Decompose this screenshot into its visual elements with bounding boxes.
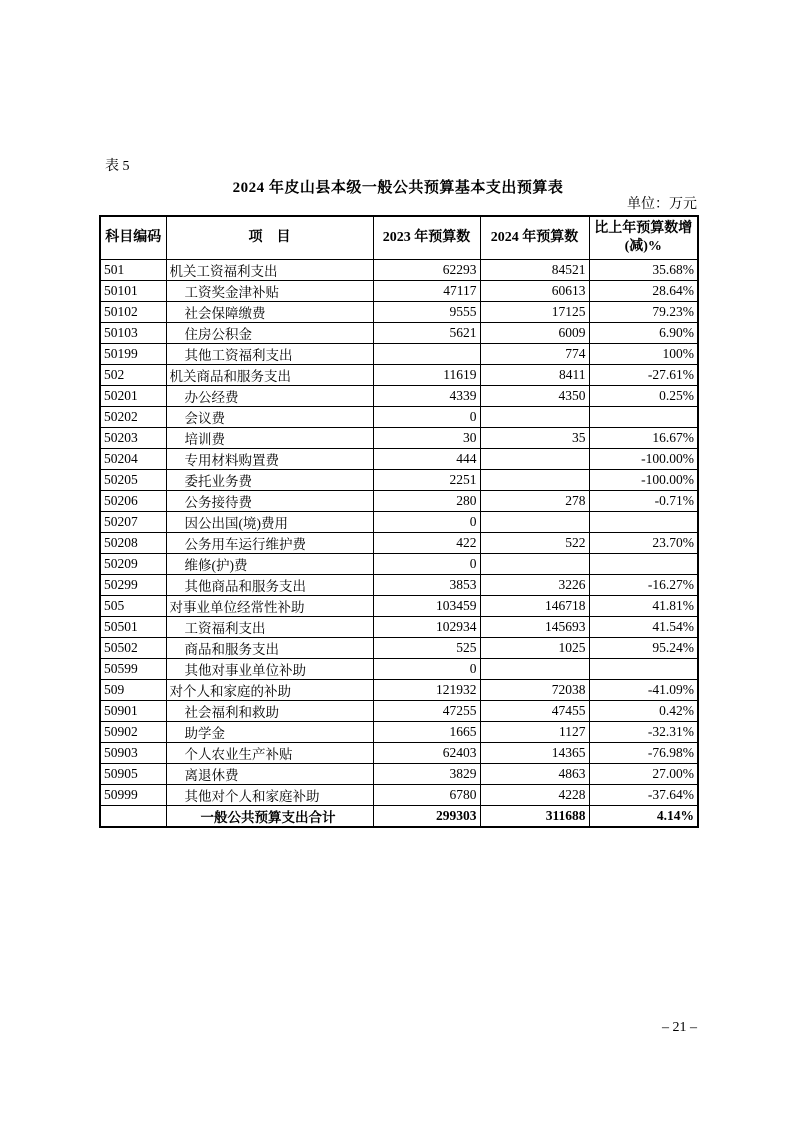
pct-change-cell: 41.54% bbox=[589, 617, 698, 638]
pct-change-cell: 79.23% bbox=[589, 302, 698, 323]
code-cell: 50901 bbox=[100, 701, 166, 722]
table-row bbox=[100, 344, 698, 365]
table-row bbox=[100, 407, 698, 428]
budget-table-header bbox=[100, 216, 698, 260]
code-cell: 501 bbox=[100, 260, 166, 281]
pct-change-cell: -0.71% bbox=[589, 491, 698, 512]
item-cell: 对个人和家庭的补助 bbox=[166, 680, 373, 701]
value-2024-cell: 35 bbox=[480, 428, 589, 449]
budget-table bbox=[99, 215, 699, 828]
code-cell: 50102 bbox=[100, 302, 166, 323]
table-row bbox=[100, 386, 698, 407]
value-2023-cell: 3853 bbox=[373, 575, 480, 596]
code-cell: 509 bbox=[100, 680, 166, 701]
value-2024-cell: 1025 bbox=[480, 638, 589, 659]
unit-note: 单位：万元 bbox=[627, 197, 697, 212]
value-2024-cell: 278 bbox=[480, 491, 589, 512]
pct-change-cell: 100% bbox=[589, 344, 698, 365]
value-2023-cell: 9555 bbox=[373, 302, 480, 323]
table-row bbox=[100, 428, 698, 449]
pct-change-cell: 0.42% bbox=[589, 701, 698, 722]
pct-change-cell: 28.64% bbox=[589, 281, 698, 302]
table-row bbox=[100, 491, 698, 512]
value-2023-cell: 47117 bbox=[373, 281, 480, 302]
pct-change-cell: -32.31% bbox=[589, 722, 698, 743]
pct-change-cell: 27.00% bbox=[589, 764, 698, 785]
value-2024-cell: 84521 bbox=[480, 260, 589, 281]
item-cell: 其他对事业单位补助 bbox=[166, 659, 373, 680]
table-row bbox=[100, 512, 698, 533]
pct-change-cell: 23.70% bbox=[589, 533, 698, 554]
value-2024-cell: 14365 bbox=[480, 743, 589, 764]
value-2024-cell bbox=[480, 659, 589, 680]
value-2023-cell: 102934 bbox=[373, 617, 480, 638]
code-cell: 50201 bbox=[100, 386, 166, 407]
table-row bbox=[100, 722, 698, 743]
table-row bbox=[100, 365, 698, 386]
table-row bbox=[100, 449, 698, 470]
item-cell: 委托业务费 bbox=[166, 470, 373, 491]
item-cell: 机关工资福利支出 bbox=[166, 260, 373, 281]
pct-change-cell: 16.67% bbox=[589, 428, 698, 449]
pct-change-cell: -100.00% bbox=[589, 470, 698, 491]
pct-change-cell: 0.25% bbox=[589, 386, 698, 407]
value-2024-cell bbox=[480, 407, 589, 428]
table-row bbox=[100, 659, 698, 680]
value-2023-cell bbox=[373, 344, 480, 365]
col-header-2023: 2023 年预算数 bbox=[373, 216, 480, 260]
item-cell: 工资奖金津补贴 bbox=[166, 281, 373, 302]
value-2024-cell: 146718 bbox=[480, 596, 589, 617]
value-2023-cell: 444 bbox=[373, 449, 480, 470]
value-2023-cell: 6780 bbox=[373, 785, 480, 806]
code-cell: 505 bbox=[100, 596, 166, 617]
item-cell: 住房公积金 bbox=[166, 323, 373, 344]
table-row bbox=[100, 533, 698, 554]
item-cell: 一般公共预算支出合计 bbox=[166, 806, 373, 828]
item-cell: 机关商品和服务支出 bbox=[166, 365, 373, 386]
value-2024-cell: 522 bbox=[480, 533, 589, 554]
table-row bbox=[100, 785, 698, 806]
code-cell: 50209 bbox=[100, 554, 166, 575]
col-header-2024: 2024 年预算数 bbox=[480, 216, 589, 260]
value-2024-cell: 6009 bbox=[480, 323, 589, 344]
value-2024-cell: 145693 bbox=[480, 617, 589, 638]
value-2023-cell: 121932 bbox=[373, 680, 480, 701]
item-cell: 公务接待费 bbox=[166, 491, 373, 512]
table-row bbox=[100, 638, 698, 659]
value-2023-cell: 0 bbox=[373, 659, 480, 680]
value-2023-cell: 0 bbox=[373, 554, 480, 575]
value-2024-cell: 3226 bbox=[480, 575, 589, 596]
pct-change-cell: 4.14% bbox=[589, 806, 698, 828]
table-row bbox=[100, 596, 698, 617]
value-2024-cell: 4228 bbox=[480, 785, 589, 806]
value-2024-cell: 311688 bbox=[480, 806, 589, 828]
value-2023-cell: 3829 bbox=[373, 764, 480, 785]
code-cell: 50207 bbox=[100, 512, 166, 533]
header-row bbox=[100, 216, 698, 260]
item-cell: 对事业单位经常性补助 bbox=[166, 596, 373, 617]
value-2023-cell: 2251 bbox=[373, 470, 480, 491]
table-row bbox=[100, 323, 698, 344]
pct-change-cell: -100.00% bbox=[589, 449, 698, 470]
pct-change-cell: 95.24% bbox=[589, 638, 698, 659]
item-cell: 商品和服务支出 bbox=[166, 638, 373, 659]
budget-table-body bbox=[100, 260, 698, 828]
pct-change-cell: -41.09% bbox=[589, 680, 698, 701]
table-row bbox=[100, 701, 698, 722]
pct-change-cell: 35.68% bbox=[589, 260, 698, 281]
pct-change-cell: -27.61% bbox=[589, 365, 698, 386]
code-cell: 50204 bbox=[100, 449, 166, 470]
item-cell: 助学金 bbox=[166, 722, 373, 743]
value-2023-cell: 11619 bbox=[373, 365, 480, 386]
code-cell: 50999 bbox=[100, 785, 166, 806]
total-row bbox=[100, 806, 698, 828]
item-cell: 维修(护)费 bbox=[166, 554, 373, 575]
value-2023-cell: 47255 bbox=[373, 701, 480, 722]
item-cell: 办公经费 bbox=[166, 386, 373, 407]
code-cell: 50299 bbox=[100, 575, 166, 596]
value-2023-cell: 525 bbox=[373, 638, 480, 659]
value-2023-cell: 103459 bbox=[373, 596, 480, 617]
pct-change-cell bbox=[589, 659, 698, 680]
value-2024-cell: 8411 bbox=[480, 365, 589, 386]
col-header-change: 比上年预算数增(减)% bbox=[589, 216, 698, 260]
item-cell: 因公出国(境)费用 bbox=[166, 512, 373, 533]
pct-change-cell: 41.81% bbox=[589, 596, 698, 617]
item-cell: 工资福利支出 bbox=[166, 617, 373, 638]
code-cell: 50902 bbox=[100, 722, 166, 743]
pct-change-cell: -76.98% bbox=[589, 743, 698, 764]
value-2024-cell: 17125 bbox=[480, 302, 589, 323]
value-2023-cell: 4339 bbox=[373, 386, 480, 407]
table-row bbox=[100, 617, 698, 638]
code-cell: 50501 bbox=[100, 617, 166, 638]
value-2024-cell bbox=[480, 449, 589, 470]
pct-change-cell bbox=[589, 407, 698, 428]
value-2024-cell: 72038 bbox=[480, 680, 589, 701]
code-cell: 50208 bbox=[100, 533, 166, 554]
item-cell: 专用材料购置费 bbox=[166, 449, 373, 470]
table-row bbox=[100, 554, 698, 575]
code-cell: 50103 bbox=[100, 323, 166, 344]
code-cell: 50202 bbox=[100, 407, 166, 428]
item-cell: 其他商品和服务支出 bbox=[166, 575, 373, 596]
pct-change-cell bbox=[589, 554, 698, 575]
table-row bbox=[100, 680, 698, 701]
code-cell: 50206 bbox=[100, 491, 166, 512]
value-2024-cell bbox=[480, 470, 589, 491]
value-2023-cell: 0 bbox=[373, 407, 480, 428]
code-cell: 50203 bbox=[100, 428, 166, 449]
value-2024-cell: 47455 bbox=[480, 701, 589, 722]
table-row bbox=[100, 470, 698, 491]
item-cell: 其他对个人和家庭补助 bbox=[166, 785, 373, 806]
value-2023-cell: 62403 bbox=[373, 743, 480, 764]
value-2024-cell: 1127 bbox=[480, 722, 589, 743]
page-number: – 21 – bbox=[662, 1020, 697, 1035]
code-cell: 50199 bbox=[100, 344, 166, 365]
code-cell: 50905 bbox=[100, 764, 166, 785]
value-2024-cell: 4863 bbox=[480, 764, 589, 785]
code-cell: 50903 bbox=[100, 743, 166, 764]
code-cell bbox=[100, 806, 166, 828]
value-2024-cell bbox=[480, 512, 589, 533]
code-cell: 50502 bbox=[100, 638, 166, 659]
value-2023-cell: 1665 bbox=[373, 722, 480, 743]
table-row bbox=[100, 281, 698, 302]
pct-change-cell: -16.27% bbox=[589, 575, 698, 596]
pct-change-cell: 6.90% bbox=[589, 323, 698, 344]
value-2023-cell: 62293 bbox=[373, 260, 480, 281]
value-2024-cell: 774 bbox=[480, 344, 589, 365]
pct-change-cell bbox=[589, 512, 698, 533]
value-2023-cell: 5621 bbox=[373, 323, 480, 344]
value-2024-cell: 4350 bbox=[480, 386, 589, 407]
item-cell: 社会保障缴费 bbox=[166, 302, 373, 323]
item-cell: 其他工资福利支出 bbox=[166, 344, 373, 365]
item-cell: 培训费 bbox=[166, 428, 373, 449]
code-cell: 50205 bbox=[100, 470, 166, 491]
page-title: 2024 年皮山县本级一般公共预算基本支出预算表 bbox=[232, 180, 564, 196]
table-row bbox=[100, 302, 698, 323]
table-row bbox=[100, 764, 698, 785]
item-cell: 公务用车运行维护费 bbox=[166, 533, 373, 554]
value-2023-cell: 422 bbox=[373, 533, 480, 554]
item-cell: 会议费 bbox=[166, 407, 373, 428]
code-cell: 50101 bbox=[100, 281, 166, 302]
value-2024-cell bbox=[480, 554, 589, 575]
value-2023-cell: 0 bbox=[373, 512, 480, 533]
table-number-label: 表 5 bbox=[105, 159, 130, 174]
value-2024-cell: 60613 bbox=[480, 281, 589, 302]
value-2023-cell: 30 bbox=[373, 428, 480, 449]
value-2023-cell: 280 bbox=[373, 491, 480, 512]
item-cell: 个人农业生产补贴 bbox=[166, 743, 373, 764]
item-cell: 离退休费 bbox=[166, 764, 373, 785]
value-2023-cell: 299303 bbox=[373, 806, 480, 828]
code-cell: 502 bbox=[100, 365, 166, 386]
col-header-code: 科目编码 bbox=[100, 216, 166, 260]
table-row bbox=[100, 575, 698, 596]
code-cell: 50599 bbox=[100, 659, 166, 680]
col-header-item: 项 目 bbox=[166, 216, 373, 260]
item-cell: 社会福利和救助 bbox=[166, 701, 373, 722]
table-row bbox=[100, 260, 698, 281]
pct-change-cell: -37.64% bbox=[589, 785, 698, 806]
table-row bbox=[100, 743, 698, 764]
